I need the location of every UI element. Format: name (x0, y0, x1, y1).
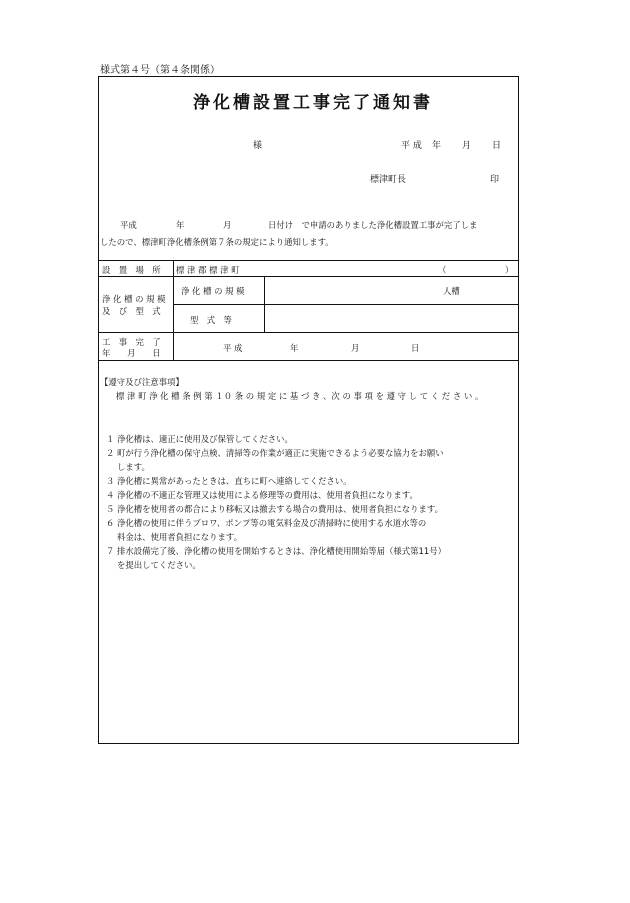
table-row-divider (98, 276, 519, 277)
date-year: 年 (432, 141, 442, 151)
completion-year: 年 (290, 343, 299, 353)
scale-type-label-line1: 浄 化 槽 の 規 模 (102, 294, 166, 304)
notes-item: ２ 町が行う浄化槽の保守点検、清掃等の作業が適正に実施できるよう必要な協力をお願い (106, 448, 444, 458)
location-label: 設 置 場 所 (102, 265, 161, 275)
seal-mark: 印 (490, 175, 500, 185)
body-line2: したので、標津町浄化槽条例第７条の規定により通知します。 (100, 237, 334, 247)
location-paren-close: ） (505, 265, 514, 275)
table-row-divider (173, 304, 519, 305)
date-day: 日 (492, 141, 502, 151)
body-era: 平成 (120, 220, 137, 230)
location-paren-open: （ (438, 265, 447, 275)
location-value: 標 津 郡 標 津 町 (176, 265, 240, 275)
completion-label-line2: 年 月 日 (102, 348, 161, 358)
notes-item: ５ 浄化槽を使用者の都合により移転又は撤去する場合の費用は、使用者負担になります。 (106, 504, 443, 514)
body-line1-rest: 日付け で申請のありました浄化槽設置工事が完了しま (268, 220, 478, 230)
notes-heading: 【遵守及び注意事項】 (100, 377, 184, 387)
table-col-divider (264, 276, 265, 332)
notes-item: １ 浄化槽は、適正に使用及び保管してください。 (106, 434, 293, 444)
body-year: 年 (176, 220, 185, 230)
notes-item: 料金は、使用者負担になります。 (106, 532, 242, 542)
table-col-divider (173, 260, 174, 360)
document-title: 浄化槽設置工事完了通知書 (193, 93, 433, 113)
notes-item: ６ 浄化槽の使用に伴うブロワ、ポンプ等の電気料金及び清掃時に使用する水道水等の (106, 518, 427, 528)
notes-item: します。 (106, 462, 150, 472)
scale-sub-label: 浄 化 槽 の 規 模 (181, 286, 245, 296)
form-frame (98, 76, 519, 744)
date-era: 平 成 (401, 141, 422, 151)
recipient-honorific: 様 (253, 141, 263, 151)
completion-month: 月 (351, 343, 360, 353)
completion-label-line1: 工 事 完 了 (102, 337, 161, 347)
type-sub-label: 型 式 等 (190, 315, 232, 325)
notes-item: ３ 浄化槽に異常があったときは、直ちに町へ連絡してください。 (106, 476, 352, 486)
completion-day: 日 (411, 343, 420, 353)
date-month: 月 (462, 141, 472, 151)
scale-type-label-line2: 及 び 型 式 (102, 306, 161, 316)
form-number-label: 様式第４号（第４条関係） (100, 65, 220, 76)
table-top-border (98, 260, 519, 261)
notes-item: ４ 浄化槽の不適正な管理又は使用による修理等の費用は、使用者負担になります。 (106, 490, 418, 500)
scale-unit: 人槽 (443, 286, 460, 296)
issuer-name: 標津町長 (370, 175, 407, 185)
notes-intro: 標 津 町 浄 化 槽 条 例 第 １０ 条 の 規 定 に 基 づ き 、次 の 事 項 を 遵 守 し て く だ さ い 。 (116, 391, 484, 401)
notes-item: ７ 排水設備完了後、浄化槽の使用を開始するときは、浄化槽使用開始等届（様式第11号） (106, 546, 446, 556)
notes-item: を提出してください。 (106, 560, 201, 570)
completion-era: 平 成 (223, 343, 243, 353)
table-bottom-border (98, 360, 519, 361)
body-month: 月 (223, 220, 232, 230)
table-row-divider (98, 332, 519, 333)
